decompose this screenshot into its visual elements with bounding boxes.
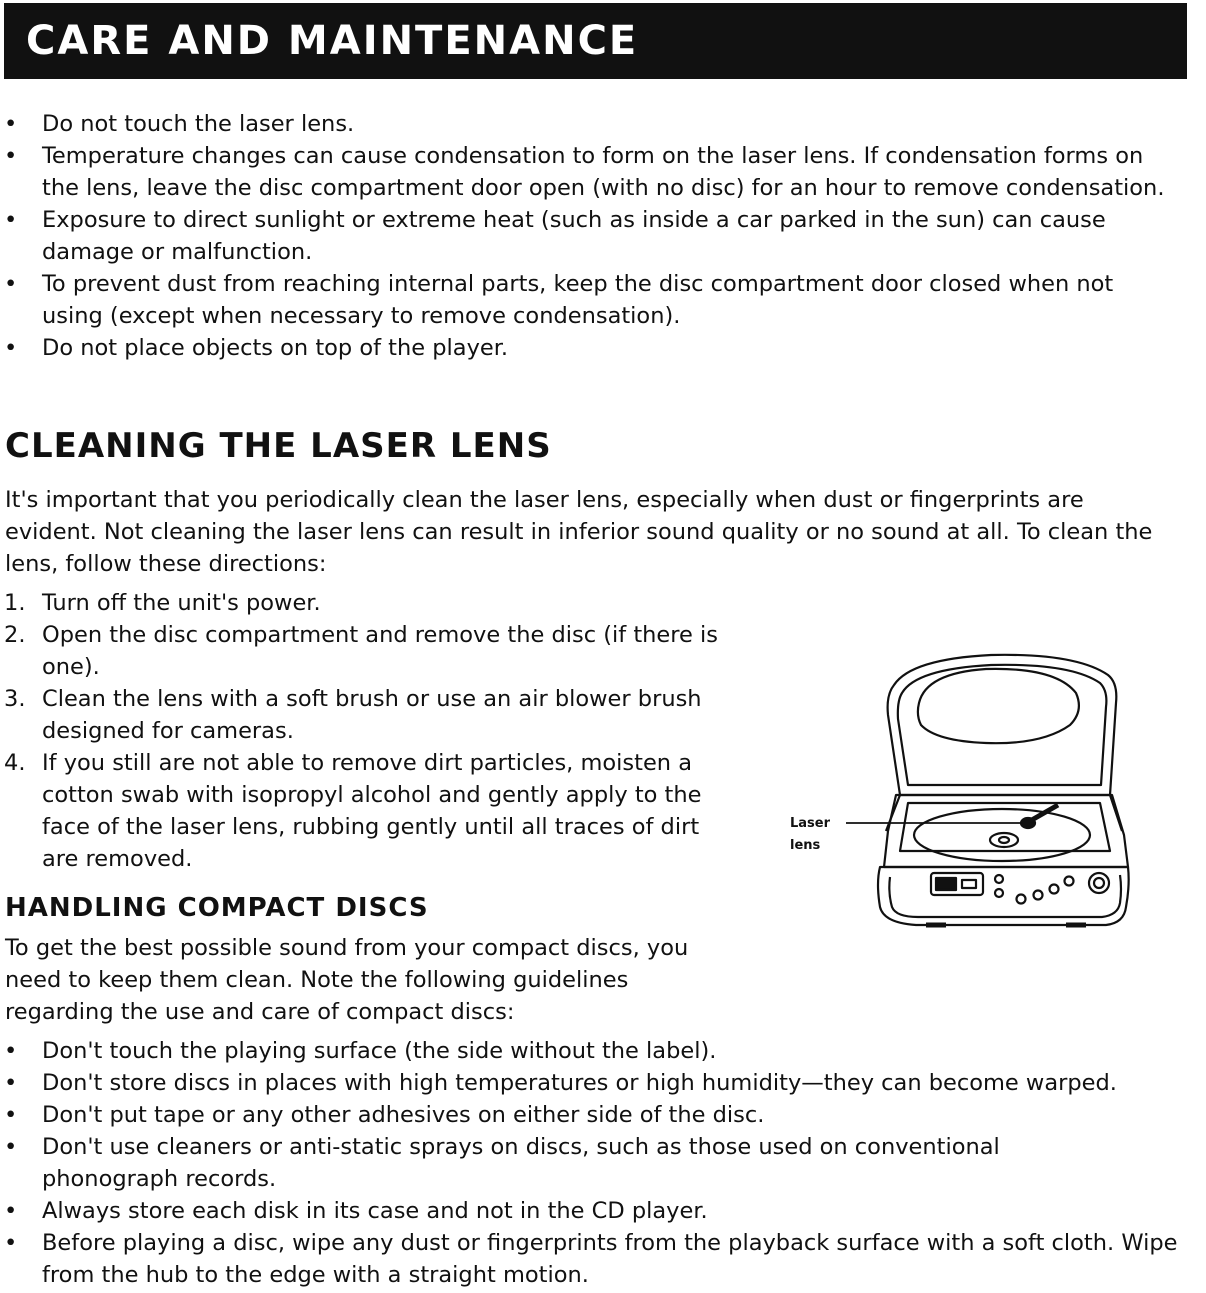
bullet-icon: •: [4, 1102, 18, 1128]
bullet-icon: •: [4, 271, 18, 297]
list-item: • Don't store discs in places with high temperatures or high humidity—they can become warped.: [0, 1067, 1180, 1099]
handling-bullet-list: [0, 1035, 1180, 1291]
step-text: Clean the lens with a soft brush or use an air blower brush designed for cameras.: [42, 686, 702, 744]
list-item: [0, 587, 740, 619]
cleaning-steps-list: [0, 587, 740, 875]
list-item: • To prevent dust from reaching internal parts, keep the disc compartment door closed when not using (except when necessary to remove condensation).: [0, 268, 1180, 332]
list-item: • Don't put tape or any other adhesives on either side of the disc.: [0, 1099, 1180, 1131]
list-item: • Always store each disk in its case and not in the CD player.: [0, 1195, 1180, 1227]
banner-title: CARE AND MAINTENANCE: [26, 18, 639, 64]
cd-player-drawing: [776, 645, 1136, 935]
cleaning-heading: CLEANING THE LASER LENS: [5, 426, 552, 466]
section-banner: [4, 3, 1187, 79]
laser-lens-callout: Laser lens: [790, 816, 831, 853]
list-item: • Don't touch the playing surface (the side without the label).: [0, 1035, 1180, 1067]
step-text: If you still are not able to remove dirt particles, moisten a cotton swab with isopropyl alcohol and gently apply to the face of the laser lens, rubbing gently until all traces of dirt are removed.: [42, 750, 702, 872]
list-item: • Do not touch the laser lens.: [0, 108, 1180, 140]
list-item: [0, 747, 740, 875]
step-number: 3.: [4, 686, 26, 712]
step-number: 2.: [4, 622, 26, 648]
care-bullet-list: [0, 108, 1180, 364]
bullet-icon: •: [4, 207, 18, 233]
handling-heading: HANDLING COMPACT DISCS: [5, 893, 429, 923]
list-item: [0, 619, 740, 683]
bullet-icon: •: [4, 1134, 18, 1160]
step-text: Open the disc compartment and remove the disc (if there is one).: [42, 622, 718, 680]
step-text: Turn off the unit's power.: [42, 590, 321, 616]
step-number: 4.: [4, 750, 26, 776]
step-number: 1.: [4, 590, 26, 616]
cleaning-intro: It's important that you periodically clean the laser lens, especially when dust or fingerprints are evident. Not cleaning the laser lens can result in inferior sound quality or no sound at all. To clean the lens, follow these directions:: [5, 487, 1153, 577]
handling-intro: To get the best possible sound from your compact discs, you need to keep them clean. Note the following guidelines regarding the use and care of compact discs:: [5, 935, 689, 1025]
bullet-icon: •: [4, 1038, 18, 1064]
bullet-icon: •: [4, 335, 18, 361]
list-item: • Before playing a disc, wipe any dust or fingerprints from the playback surface with a soft cloth. Wipe from the hub to the edge with a straight motion.: [0, 1227, 1180, 1291]
bullet-icon: •: [4, 1198, 18, 1224]
bullet-icon: •: [4, 111, 18, 137]
bullet-icon: •: [4, 1230, 18, 1256]
list-item: • Temperature changes can cause condensation to form on the laser lens. If condensation forms on the lens, leave the disc compartment door open (with no disc) for an hour to remove condensation.: [0, 140, 1180, 204]
bullet-icon: •: [4, 1070, 18, 1096]
bullet-icon: •: [4, 143, 18, 169]
cd-player-illustration: [776, 645, 1136, 935]
list-item: • Do not place objects on top of the player.: [0, 332, 1180, 364]
list-item: • Exposure to direct sunlight or extreme heat (such as inside a car parked in the sun) can cause damage or malfunction.: [0, 204, 1180, 268]
list-item: • Don't use cleaners or anti-static sprays on discs, such as those used on conventional phonograph records.: [0, 1131, 1042, 1195]
list-item: [0, 683, 740, 747]
